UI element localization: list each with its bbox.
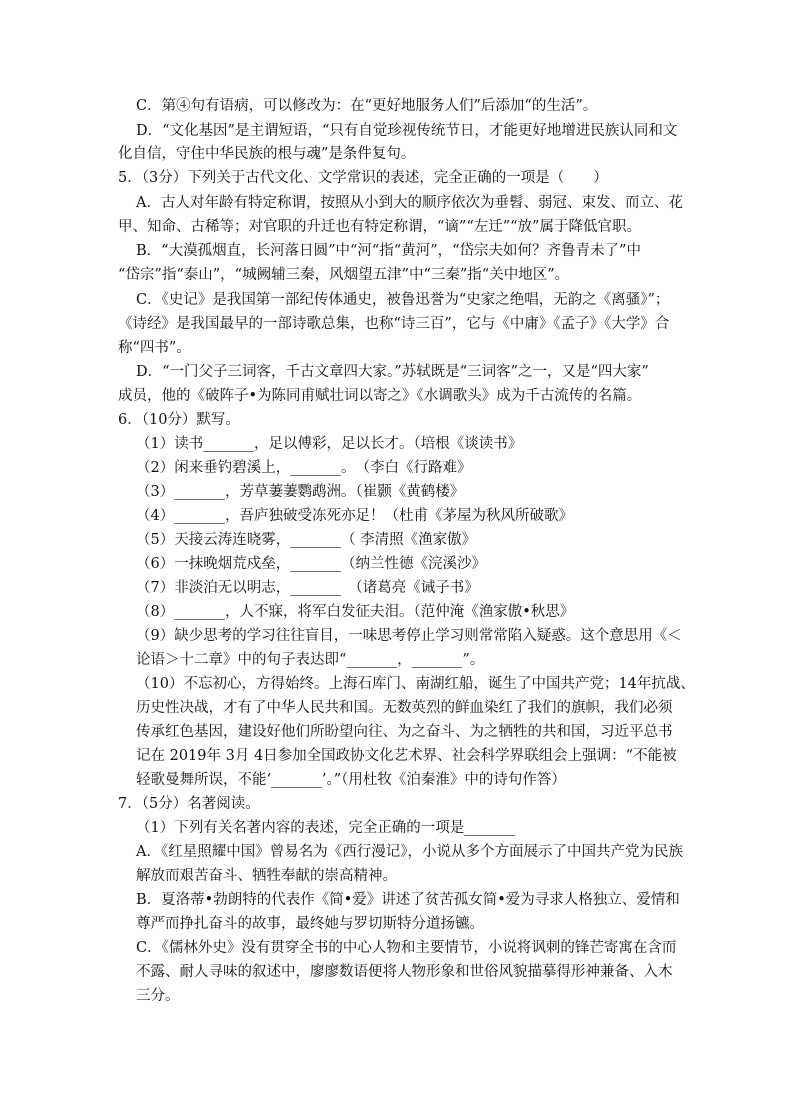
q6-item-6: （6）一抹晚烟荒戍垒，_______（纳兰性德《浣溪沙》 bbox=[136, 556, 486, 572]
q7-option-a-line1: A．《红星照耀中国》曾易名为《西行漫记》，小说从多个方面展示了中国共产党为民族 bbox=[136, 844, 683, 860]
q5-option-b-line1: B．“大漠孤烟直，长河落日圆”中“河“指“黄河”，“岱宗夫如何？齐鲁青未了”中 bbox=[136, 243, 641, 259]
question-7-stem: 7．（5分）名著阅读。 bbox=[118, 796, 260, 812]
q6-item-3: （3）_______，芳草萋萋鹦鹉洲。（崔颢《黄鹤楼》 bbox=[136, 484, 465, 500]
q5-option-c-line3: 称“四书”。 bbox=[118, 340, 191, 356]
q6-item-7: （7）非淡泊无以明志，_______ （诸葛亮《诫子书》 bbox=[136, 580, 479, 596]
q7-option-c-line1: C．《儒林外史》没有贯穿全书的中心人物和主要情节，小说将讽刺的锋芒寄寓在含而 bbox=[136, 940, 677, 956]
q4-option-d-line2: 化自信，守住中华民族的根与魂”是条件复句。 bbox=[118, 146, 416, 162]
q5-option-d-line2: 成员，他的《破阵子•为陈同甫赋壮词以寄之》《水调歌头》成为千古流传的名篇。 bbox=[118, 388, 642, 404]
q5-option-d-line1: D．“一门父子三词客，千古文章四大家。”苏轼既是“三词客”之一，又是“四大家” bbox=[136, 364, 649, 380]
q7-option-a-line2: 解放而艰苦奋斗、牺牲奉献的崇高精神。 bbox=[136, 868, 397, 884]
q7-option-b-line1: B．夏洛蒂•勃朗特的代表作《简•爱》讲述了贫苦孤女简•爱为寻求人格独立、爱情和 bbox=[136, 892, 680, 908]
q5-option-a-line2: 甲、知命、古稀等；对官职的升迁也有特定称谓，“谪”“左迁”“放”属于降低官职。 bbox=[118, 219, 641, 235]
q6-item-10-line1: （10）不忘初心，方得始终。上海石库门、南湖红船，诞生了中国共产党；14年抗战、 bbox=[136, 676, 695, 692]
q5-option-a-line1: A．古人对年龄有特定称谓，按照从小到大的顺序依次为垂髫、弱冠、束发、而立、花 bbox=[136, 195, 683, 211]
q6-item-2: （2）闲来垂钓碧溪上，_______。 （李白《行路难》 bbox=[136, 460, 472, 476]
q5-option-c-line2: 《诗经》是我国最早的一部诗歌总集，也称“诗三百”，它与《中庸》《孟子》《大学》合 bbox=[118, 316, 670, 332]
q6-item-1: （1）读书_______，足以傅彩，足以长才。（培根《谈读书》 bbox=[136, 436, 523, 452]
q6-item-9-line2: 论语＞十二章》中的句子表达即“_______，_______”。 bbox=[136, 652, 485, 668]
q4-option-c: C．第④句有语病，可以修改为：在“更好地服务人们”后添加“的生活”。 bbox=[136, 98, 598, 114]
question-5-stem: 5．（3分）下列关于古代文化、文学常识的表述，完全正确的一项是（ ） bbox=[118, 170, 608, 186]
q6-item-9-line1: （9）缺少思考的学习往往盲目，一味思考停止学习则常常陷入疑惑。这个意思用《＜ bbox=[136, 628, 682, 644]
q6-item-4: （4）_______，吾庐独破受冻死亦足！（杜甫《茅屋为秋风所破歌》 bbox=[136, 508, 573, 524]
q4-option-d-line1: D．“文化基因”是主谓短语，“只有自觉珍视传统节日，才能更好地增进民族认同和文 bbox=[136, 123, 678, 139]
q6-item-10-line3: 传承红色基因，建设好他们所盼望向往、为之奋斗、为之牺牲的共和国，习近平总书 bbox=[136, 724, 673, 740]
q7-sub-1-stem: （1）下列有关名著内容的表述，完全正确的一项是_______ bbox=[136, 820, 515, 836]
q7-option-c-line2: 不露、耐人寻味的叙述中，廖廖数语便将人物形象和世俗风貌描摹得形神兼备、入木 bbox=[136, 964, 673, 980]
question-6-stem: 6．（10分）默写。 bbox=[118, 412, 240, 428]
q6-item-10-line4: 记在 2019年 3月 4日参加全国政协文化艺术界、社会科学界联组会上强调：“不能被 bbox=[136, 748, 677, 764]
q7-option-c-line3: 三分。 bbox=[136, 988, 180, 1004]
q6-item-8: （8）_______，人不寐，将军白发征夫泪。（范仲淹《渔家傲•秋思》 bbox=[136, 604, 575, 620]
q5-option-c-line1: C．《史记》是我国第一部纪传体通史，被鲁迅誉为“史家之绝唱，无韵之《离骚》”； bbox=[136, 292, 670, 308]
q6-item-10-line2: 历史性决战，才有了中华人民共和国。无数英烈的鲜血染红了我们的旗帜，我们必须 bbox=[136, 700, 673, 716]
q7-option-b-line2: 尊严而挣扎奋斗的故事，最终她与罗切斯特分道扬镳。 bbox=[136, 916, 484, 932]
q6-item-5: （5）天接云涛连晓雾，_______（ 李清照《渔家傲》 bbox=[136, 532, 477, 548]
q5-option-b-line2: “岱宗”指“泰山”，“城阙辅三秦，风烟望五津”中“三秦”指“关中地区”。 bbox=[118, 267, 570, 283]
q6-item-10-line5: 轻歌曼舞所误，不能‘_______’。”（用杜牧《泊秦淮》中的诗句作答） bbox=[136, 772, 566, 788]
